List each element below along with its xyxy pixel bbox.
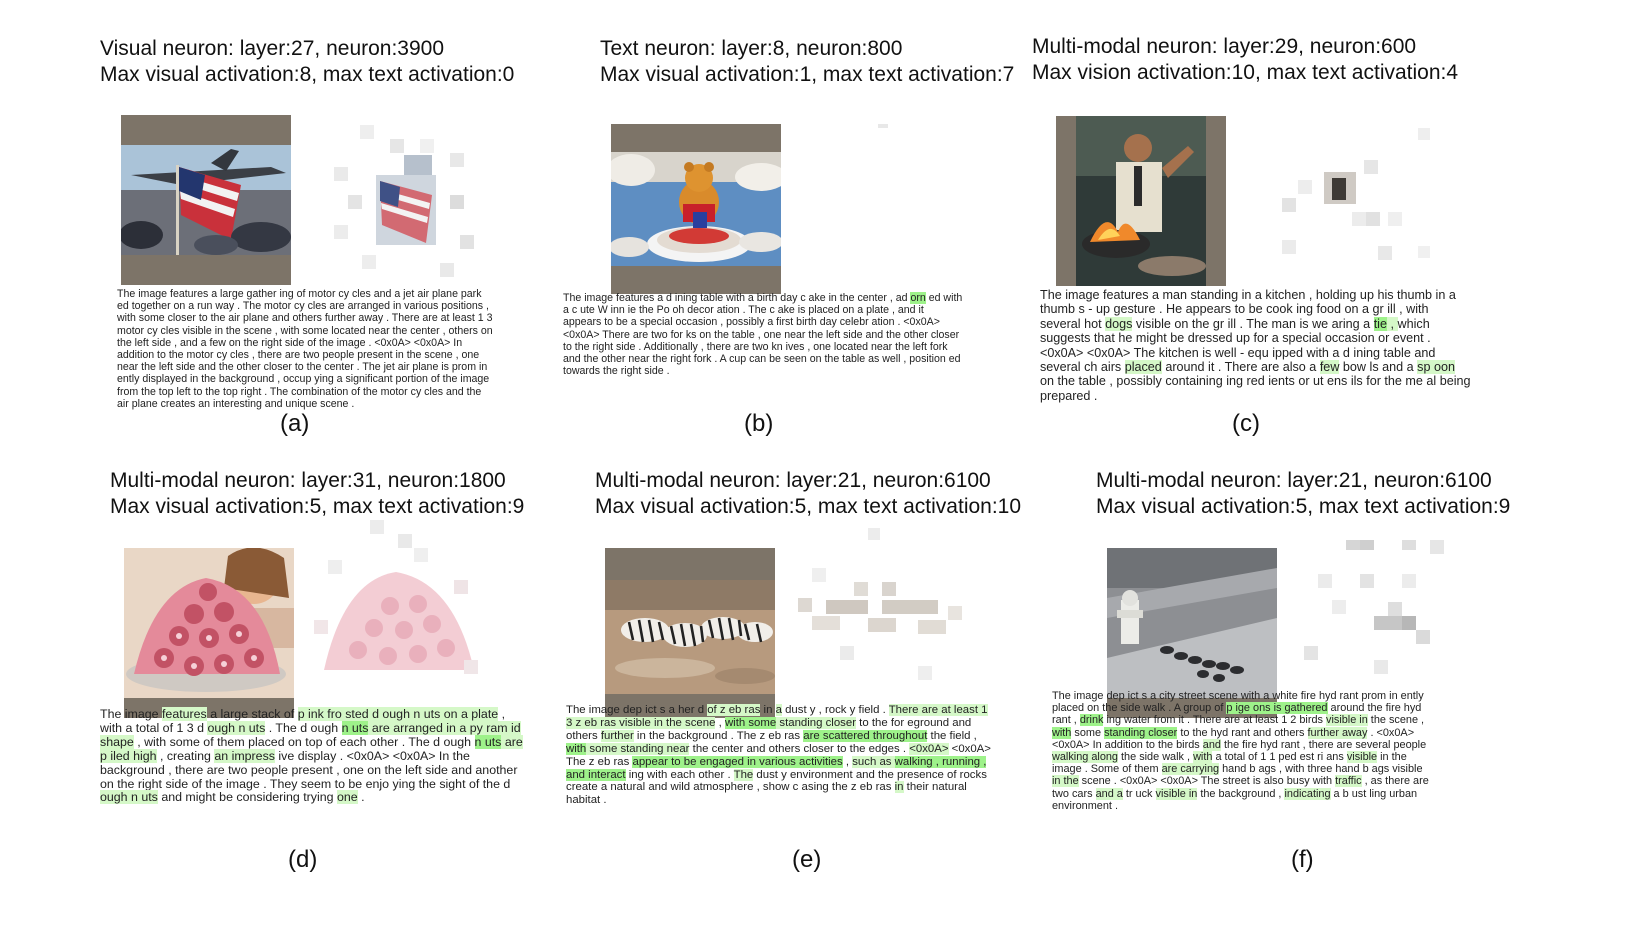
caption-highlight: with (566, 742, 587, 755)
caption-segment: ed with a c ute W inn ie the Po oh decor ation . The c ake is placed on a plate , and it appears to be a special occasion , possibly a first birth day celebr ation . <0x0A> <0x0A> There are two for ks on the table , one near the left side and the other closer to the right side . Additionally , there are two kn ives , one located near the left fork and the other near the right fork . A cup can be seen on the table as well , position ed towards the right side . (563, 292, 966, 378)
caption-highlight: p ink fro sted d ough n uts (297, 707, 441, 721)
activation-mask-a (320, 115, 490, 285)
panel-c (1032, 34, 1628, 474)
activation-mask-b (818, 124, 988, 294)
caption-segment: a large stack of (206, 707, 298, 721)
panel-f (1052, 468, 1638, 908)
activation-mask-f (1304, 520, 1474, 690)
activation-line: Max vision activation:10, max text activation:4 (1032, 61, 1459, 84)
caption-text (1040, 288, 1475, 403)
caption-highlight: a (775, 704, 782, 716)
caption-segment: scene . <0x0A> <0x0A> The street is also busy with (1078, 775, 1336, 788)
caption-segment: The image features a man standing in a kitchen , holding up his thumb in a thumb s - up gesture . He appears to be cook ing food on a gr ill , with several hot (1040, 288, 1460, 331)
caption-highlight: with (1193, 751, 1213, 764)
caption-highlight: n uts (474, 734, 502, 749)
caption-highlight: with (1052, 726, 1072, 739)
activation-mask-d (314, 520, 484, 690)
caption-segment: to the hyd rant and others (1177, 726, 1308, 739)
caption-highlight: indicating (1284, 787, 1331, 800)
caption-highlight: dogs (1105, 316, 1133, 331)
caption-highlight: <0x0A> (909, 742, 949, 755)
caption-highlight: of z eb ras (707, 704, 761, 716)
caption-highlight: , (1387, 316, 1398, 331)
caption-highlight: in (894, 781, 904, 794)
panel-label: (c) (1232, 410, 1260, 437)
neuron-id-line: Multi-modal neuron: layer:21, neuron:6100 (595, 469, 991, 492)
input-image-zebras (605, 548, 775, 718)
caption-highlight: n uts (341, 720, 369, 735)
caption-text (117, 288, 495, 410)
caption-segment: around the fire hyd rant , (1052, 702, 1425, 727)
caption-highlight: shape (100, 734, 134, 749)
caption-segment: , with a total of 1 3 d (100, 707, 509, 735)
caption-segment: , creating (156, 748, 215, 763)
caption-highlight: ough n uts (100, 790, 158, 805)
activation-line: Max visual activation:5, max text activation:9 (110, 495, 525, 518)
caption-highlight: on a plate (440, 707, 499, 721)
chef-photo (1076, 116, 1206, 286)
neuron-id-line: Multi-modal neuron: layer:29, neuron:600 (1032, 35, 1417, 58)
caption-segment: visible on the gr ill . The man is we aring a (1132, 316, 1374, 331)
caption-highlight: drink (1079, 714, 1104, 727)
panel-label: (e) (792, 846, 822, 873)
caption-segment: The image features a large gather ing of motor cy cles and a jet air plane park ed together on a run way . The motor cy cles are arranged in various positions , with some closer to the air plane and others further away . There are at least 1 3 motor cy cles visible in the scene , with some located near the center , others on the left side , and a few on the right side of the image . <0x0A> <0x0A> In addition to the motor cy cles , there are two people present in the scene , one near the left side and the other closer to the center . The jet air plane is prom in ently displayed in the background , occup ying a significant portion of the image from the top left to the top right . The combination of the motor cy cles and the air plane creates an interesting and unique scene . (117, 288, 496, 410)
caption-segment: the fire hyd rant , there are several people (1220, 738, 1430, 751)
activation-mask-e (798, 528, 968, 698)
caption-segment: The image dep ict s a her d (566, 704, 708, 716)
caption-highlight: one (336, 790, 358, 805)
fire-hydrant-photo (1107, 548, 1277, 698)
caption-segment: , with some of them placed on top of each other . The d ough (133, 734, 475, 749)
panel-label: (f) (1291, 846, 1314, 873)
pooh-cake-photo (611, 152, 781, 266)
input-image-jet-motorcycles (121, 115, 291, 285)
caption-highlight: walking along (1052, 751, 1118, 764)
activation-line: Max visual activation:8, max text activation:0 (100, 63, 515, 86)
panel-title (1032, 34, 1458, 86)
donut-stack-photo (124, 548, 294, 698)
caption-highlight: The (733, 768, 754, 781)
caption-highlight: placed (1124, 360, 1162, 375)
caption-highlight: and a (1095, 787, 1123, 800)
caption-highlight: traffic (1335, 775, 1362, 788)
activation-line: Max visual activation:5, max text activation:9 (1096, 495, 1511, 518)
caption-highlight: visible in (1155, 787, 1198, 800)
caption-segment: . The d ough (265, 720, 342, 735)
caption-highlight: standing closer (1104, 726, 1178, 739)
panel-label: (a) (280, 410, 310, 437)
caption-segment: some (1071, 726, 1105, 739)
caption-segment: the side walk , (1118, 751, 1194, 764)
caption-highlight: There are at least 1 3 z eb ras visible in the scene (566, 704, 988, 729)
caption-segment: dust y , rock y field . (781, 704, 889, 716)
caption-highlight: few (1319, 360, 1340, 375)
activation-line: Max visual activation:1, max text activation:7 (600, 63, 1015, 86)
neuron-id-line: Visual neuron: layer:27, neuron:3900 (100, 37, 445, 60)
caption-segment: the scene , (1367, 714, 1428, 727)
panel-title (1096, 468, 1510, 520)
panel-title (110, 468, 524, 520)
caption-highlight: walking , running , and interact (566, 755, 987, 781)
panel-e (566, 468, 1138, 908)
caption-highlight: are carrying (1161, 763, 1220, 776)
caption-highlight: and (1202, 738, 1221, 751)
caption-segment: ive display . <0x0A> <0x0A> In the background , there are two people present , one on the left side and another on the right side of the image . They seem to be enjo ying the sight of the d (100, 748, 521, 791)
caption-text (100, 708, 530, 805)
caption-highlight: some standing near (586, 742, 690, 755)
caption-segment: in the background . The z eb ras (633, 729, 804, 742)
caption-highlight: are scattered throughout (803, 729, 928, 742)
caption-highlight: appear to be engaged in various activities (632, 755, 843, 768)
caption-highlight: features (161, 707, 207, 721)
caption-segment: in (760, 704, 776, 716)
caption-highlight: ough n uts (207, 720, 266, 735)
caption-segment: their natural habitat . (566, 781, 970, 807)
input-image-birthday-cake (611, 124, 781, 294)
caption-highlight: are p iled high (100, 734, 523, 763)
caption-segment: . (357, 790, 365, 805)
caption-segment: , (842, 755, 853, 768)
jet-flag-photo (121, 145, 291, 255)
caption-segment: dust y environment and the presence of rocks create a natural and wild atmosphere , show c asing the z eb ras (566, 768, 991, 794)
input-image-donuts (124, 548, 294, 718)
caption-highlight: with some (724, 716, 777, 729)
caption-highlight: p ige ons is gathered (1226, 702, 1328, 715)
caption-segment: around it . There are also a (1161, 360, 1320, 375)
panel-d (100, 468, 648, 908)
caption-segment: the background , (1197, 787, 1285, 800)
caption-segment: <0x0A> The z eb ras (566, 742, 994, 768)
panel-label: (b) (744, 410, 774, 437)
neuron-id-line: Text neuron: layer:8, neuron:800 (600, 37, 903, 60)
caption-segment: ing water from it . There are at least 1 2 birds (1103, 714, 1327, 727)
caption-highlight: in the (1052, 775, 1079, 788)
caption-segment: to the for eground and others (566, 716, 975, 742)
panel-title (100, 36, 514, 88)
caption-highlight: standing closer (776, 716, 856, 729)
caption-text (1052, 690, 1430, 812)
caption-segment: the center and others closer to the edges . (689, 742, 910, 755)
caption-segment: a total of 1 1 ped est ri ans (1212, 751, 1347, 764)
caption-segment: bow ls and a (1339, 360, 1418, 375)
caption-segment: on the table , possibly containing ing red ients or ut ens ils for the me al being prepared . (1040, 360, 1475, 403)
caption-segment: in the image . Some of them (1052, 751, 1410, 776)
caption-highlight: visible (1346, 751, 1378, 764)
caption-segment: . <0x0A> <0x0A> In addition to the birds (1052, 726, 1418, 751)
caption-highlight: tie (1373, 316, 1387, 331)
caption-highlight: sp oon (1417, 360, 1455, 375)
caption-highlight: further away (1307, 726, 1368, 739)
caption-segment: ing with each other . (625, 768, 734, 781)
panel-title (595, 468, 1021, 520)
activation-line: Max visual activation:5, max text activation:10 (595, 495, 1022, 518)
caption-highlight: such as (852, 755, 895, 768)
caption-segment: The image dep ict s a city street scene with a white fire hyd rant prom in ently placed on the side walk . A group of (1052, 690, 1427, 715)
caption-segment: and might be considering trying (157, 790, 337, 805)
zebra-herd-photo (605, 580, 775, 694)
panel-label: (d) (288, 846, 318, 873)
activation-mask-c (1268, 116, 1438, 286)
caption-segment: the field , (927, 729, 980, 742)
caption-segment: tr uck (1122, 787, 1156, 800)
caption-text (563, 292, 966, 378)
caption-segment: The image (100, 707, 162, 721)
neuron-id-line: Multi-modal neuron: layer:21, neuron:6100 (1096, 469, 1492, 492)
caption-highlight: further (600, 729, 634, 742)
caption-segment: hand b ags , with three hand b ags visible (1219, 763, 1426, 776)
caption-segment: a b ust ling urban environment . (1052, 787, 1421, 812)
panel-a (100, 36, 640, 476)
caption-segment: , (715, 716, 725, 729)
caption-highlight: visible in (1326, 714, 1368, 727)
caption-text (566, 704, 992, 807)
neuron-id-line: Multi-modal neuron: layer:31, neuron:1800 (110, 469, 506, 492)
caption-segment: , as there are two cars (1052, 775, 1432, 800)
caption-highlight: orn (910, 292, 926, 304)
input-image-chef-grill (1056, 116, 1226, 286)
caption-segment: which suggests that he might be dressed up for a special occasion or event . <0x0A> <0x0A> The kitchen is well - equ ipped with a d ining table and several ch airs (1040, 316, 1439, 375)
caption-highlight: an impress (214, 748, 275, 763)
panel-title (600, 36, 1014, 88)
caption-segment: The image features a d ining table with a birth day c ake in the center , ad (563, 292, 911, 304)
caption-highlight: are arranged in a py ram id (368, 720, 521, 735)
